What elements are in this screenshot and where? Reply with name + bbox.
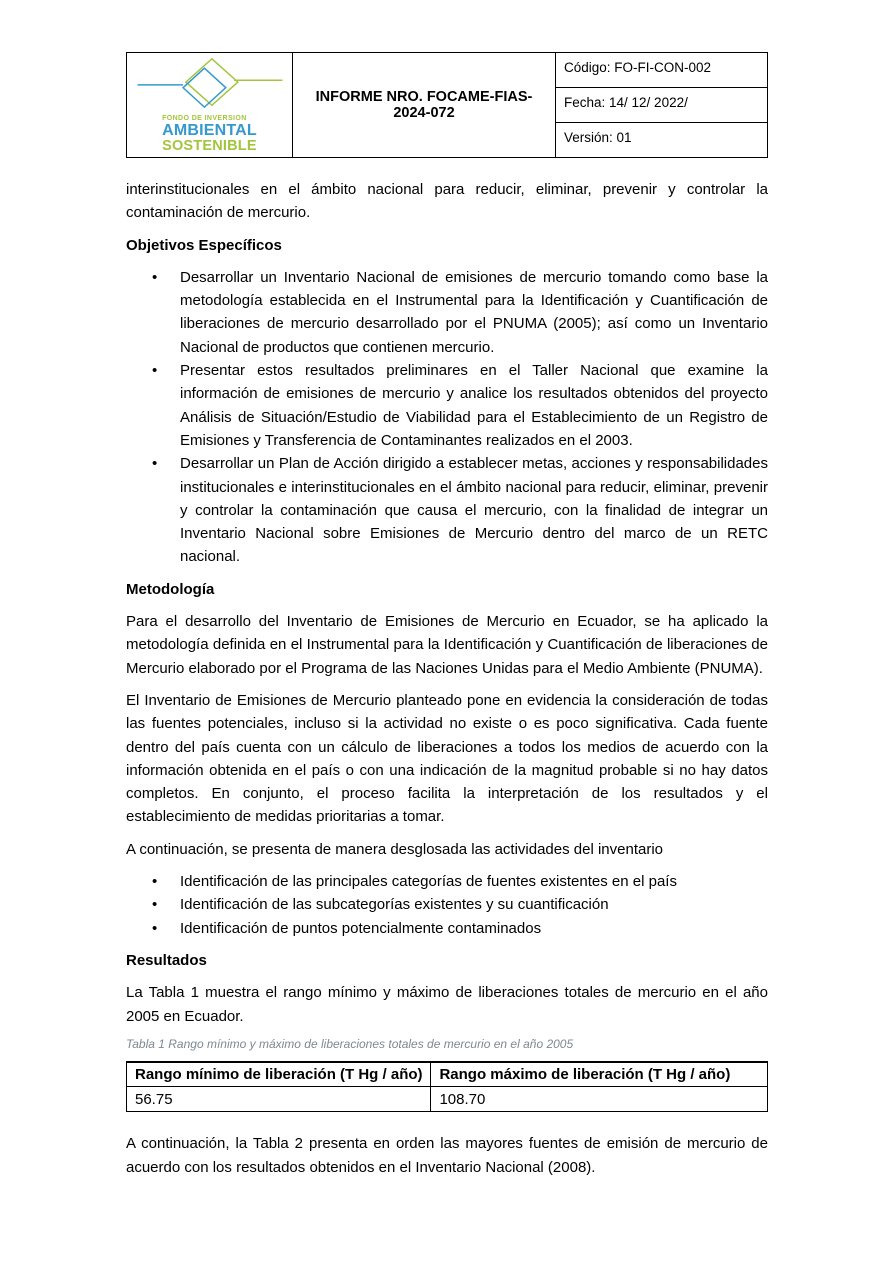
- resultados-heading: Resultados: [126, 951, 207, 969]
- tabla1-header-max: Rango máximo de liberación (T Hg / año): [431, 1062, 768, 1087]
- tabla1-caption: Tabla 1 Rango mínimo y máximo de liberaciones totales de mercurio en el año 2005: [126, 1036, 574, 1051]
- table-row: [127, 1087, 768, 1112]
- tabla1-value-max: 108.70: [431, 1087, 768, 1112]
- actividades-intro-paragraph: A continuación, se presenta de manera desglosada las actividades del inventario: [126, 840, 664, 858]
- intro-continuation-paragraph: interinstitucionales en el ámbito nacional para reducir, eliminar, prevenir y controlar la contaminación de mercurio.: [126, 181, 768, 222]
- document-header-table: [126, 52, 768, 158]
- list-item: • Identificación de puntos potencialmente contaminados: [180, 917, 768, 940]
- logo-cell: [127, 53, 293, 157]
- tabla1-value-min: 56.75: [127, 1087, 431, 1112]
- closing-paragraph: A continuación, la Tabla 2 presenta en orden las mayores fuentes de emisión de mercurio de acuerdo con los resultados obtenidos en el Inventario Nacional (2008).: [126, 1135, 768, 1176]
- list-item: • Desarrollar un Plan de Acción dirigido a establecer metas, acciones y responsabilidades institucionales e interinstitucionales en el ámbito nacional para reducir, eliminar, prevenir y controlar la contaminación que causa el mercurio, con la finalidad de integrar un Inventario Nacional sobre Emisiones de Mercurio dentro del marco de un RETC nacional.: [180, 452, 768, 568]
- table-header-row: [127, 1062, 768, 1087]
- objetivos-especificos-heading: Objetivos Específicos: [126, 236, 282, 254]
- document-meta: [555, 53, 767, 157]
- logo-name-line2: SOSTENIBLE: [162, 138, 257, 155]
- list-item: • Identificación de las principales categorías de fuentes existentes en el país: [180, 870, 768, 893]
- fias-logo-diamond-icon: [132, 57, 288, 114]
- metodologia-paragraph-1: Para el desarrollo del Inventario de Emisiones de Mercurio en Ecuador, se ha aplicado la metodología definida en el Instrumental para la Identificación y Cuantificación de liberaciones de Mercurio elaborado por el Programa de las Naciones Unidas para el Medio Ambiente (PNUMA).: [126, 613, 768, 677]
- actividades-list: [126, 870, 768, 940]
- tabla1-header-min: Rango mínimo de liberación (T Hg / año): [127, 1062, 431, 1087]
- logo-name-line1: AMBIENTAL: [162, 121, 257, 139]
- meta-fecha: Fecha: 14/ 12/ 2022/: [556, 88, 767, 123]
- objetivos-list: [126, 266, 768, 569]
- list-item: • Desarrollar un Inventario Nacional de emisiones de mercurio tomando como base la metodología establecida en el Instrumental para la Identificación y Cuantificación de liberaciones de mercurio desarrollado por el PNUMA (2005); así como un Inventario Nacional de productos que contienen mercurio.: [180, 266, 768, 359]
- resultados-paragraph: La Tabla 1 muestra el rango mínimo y máximo de liberaciones totales de mercurio en el año 2005 en Ecuador.: [126, 984, 768, 1025]
- logo-wordmark: [162, 115, 257, 154]
- list-item: • Identificación de las subcategorías existentes y su cuantificación: [180, 893, 768, 916]
- metodologia-paragraph-2: El Inventario de Emisiones de Mercurio planteado pone en evidencia la consideración de todas las fuentes potenciales, incluso si la actividad no existe o es poco significativa. Cada fuente dentro del país cuenta con un cálculo de liberaciones a todos los medios de acuerdo con la información obtenida en el país o con una indicación de la magnitud probable si no hay datos completos. En conjunto, el proceso facilita la interpretación de los resultados y el establecimiento de medidas prioritarias a tomar.: [126, 691, 768, 826]
- logo-subtitle: FONDO DE INVERSION: [162, 115, 247, 123]
- document-content: [126, 52, 768, 1188]
- list-item: • Presentar estos resultados preliminares en el Taller Nacional que examine la información de emisiones de mercurio y analice los resultados obtenidos del proyecto Análisis de Situación/Estudio de Viabilidad para el Establecimiento de un Registro de Emisiones y Transferencia de Contaminantes realizados en el 2003.: [180, 359, 768, 452]
- tabla-1: [126, 1061, 768, 1113]
- meta-version: Versión: 01: [564, 130, 632, 145]
- metodologia-heading: Metodología: [126, 580, 215, 598]
- meta-codigo: Código: FO-FI-CON-002: [556, 53, 767, 88]
- report-title: INFORME NRO. FOCAME-FIAS-2024-072: [315, 89, 533, 121]
